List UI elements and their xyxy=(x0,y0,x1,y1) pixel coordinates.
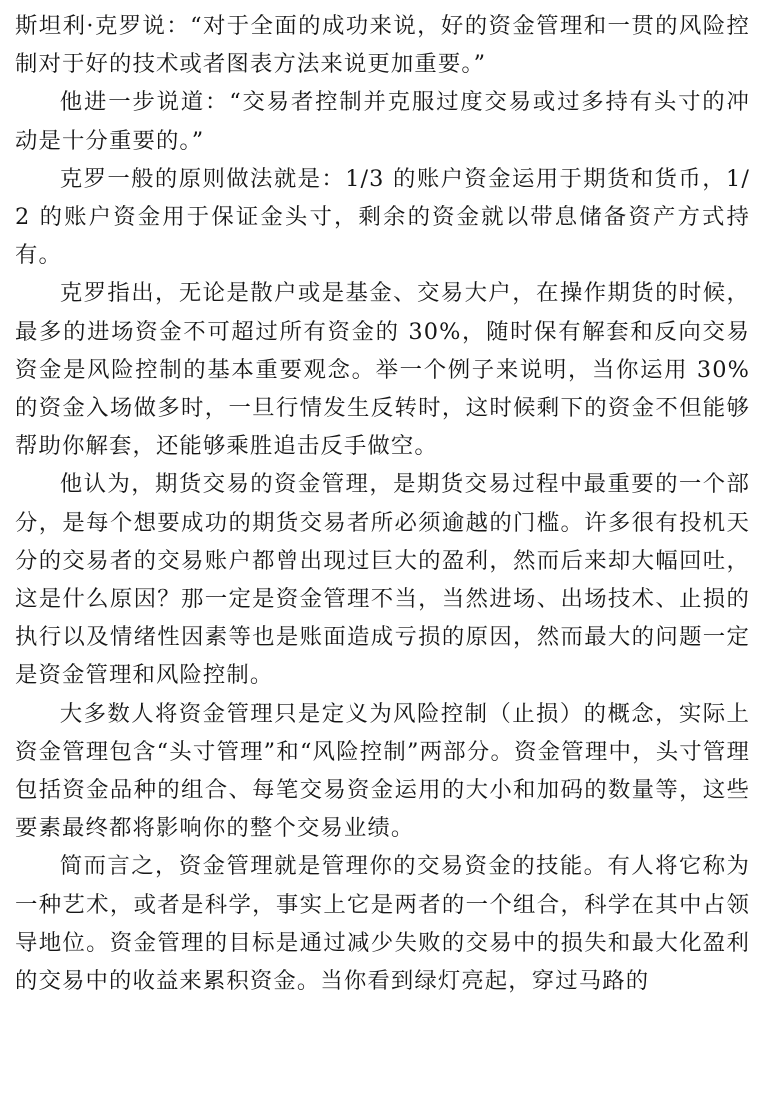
paragraph-summary: 简而言之，资金管理就是管理你的交易资金的技能。有人将它称为一种艺术，或者是科学，事实上它是两者的一个组合，科学在其中占领导地位。资金管理的目标是通过减少失败的交易中的损失和最大化盈利的交易中的收益来累积资金。当你看到绿灯亮起，穿过马路的 xyxy=(15,853,750,995)
paragraph-position-and-risk: 大多数人将资金管理只是定义为风险控制（止损）的概念，实际上资金管理包含“头寸管理”和“风险控制”两部分。资金管理中，头寸管理包括资金品种的组合、每笔交易资金运用的大小和加码的数量等，这些要素最终都将影响你的整个交易业绩。 xyxy=(15,700,750,842)
paragraph-crowe-quote: 斯坦利·克罗说：“对于全面的成功来说，好的资金管理和一贯的风险控制对于好的技术或者图表方法来说更加重要。” xyxy=(15,13,750,78)
paragraph-money-management-importance: 他认为，期货交易的资金管理，是期货交易过程中最重要的一个部分，是每个想要成功的期货交易者所必须逾越的门槛。许多很有投机天分的交易者的交易账户都曾出现过巨大的盈利，然而后来却大幅回吐，这是什么原因？那一定是资金管理不当，当然进场、出场技术、止损的执行以及情绪性因素等也是账面造成亏损的原因，然而最大的问题一定是资金管理和风险控制。 xyxy=(15,471,750,689)
paragraph-allocation-rule: 克罗一般的原则做法就是：1/3 的账户资金运用于期货和货币，1/2 的账户资金用于保证金头寸，剩余的资金就以带息储备资产方式持有。 xyxy=(15,165,750,269)
paragraph-overtrading-quote: 他进一步说道：“交易者控制并克服过度交易或过多持有头寸的冲动是十分重要的。” xyxy=(15,89,750,154)
paragraph-entry-limit: 克罗指出，无论是散户或是基金、交易大户，在操作期货的时候，最多的进场资金不可超过所有资金的 30%，随时保有解套和反向交易资金是风险控制的基本重要观念。举一个例子来说明，当你运用 30% 的资金入场做多时，一旦行情发生反转时，这时候剩下的资金不但能够帮助你解套，还能够乘胜追击反手做空。 xyxy=(15,280,750,460)
